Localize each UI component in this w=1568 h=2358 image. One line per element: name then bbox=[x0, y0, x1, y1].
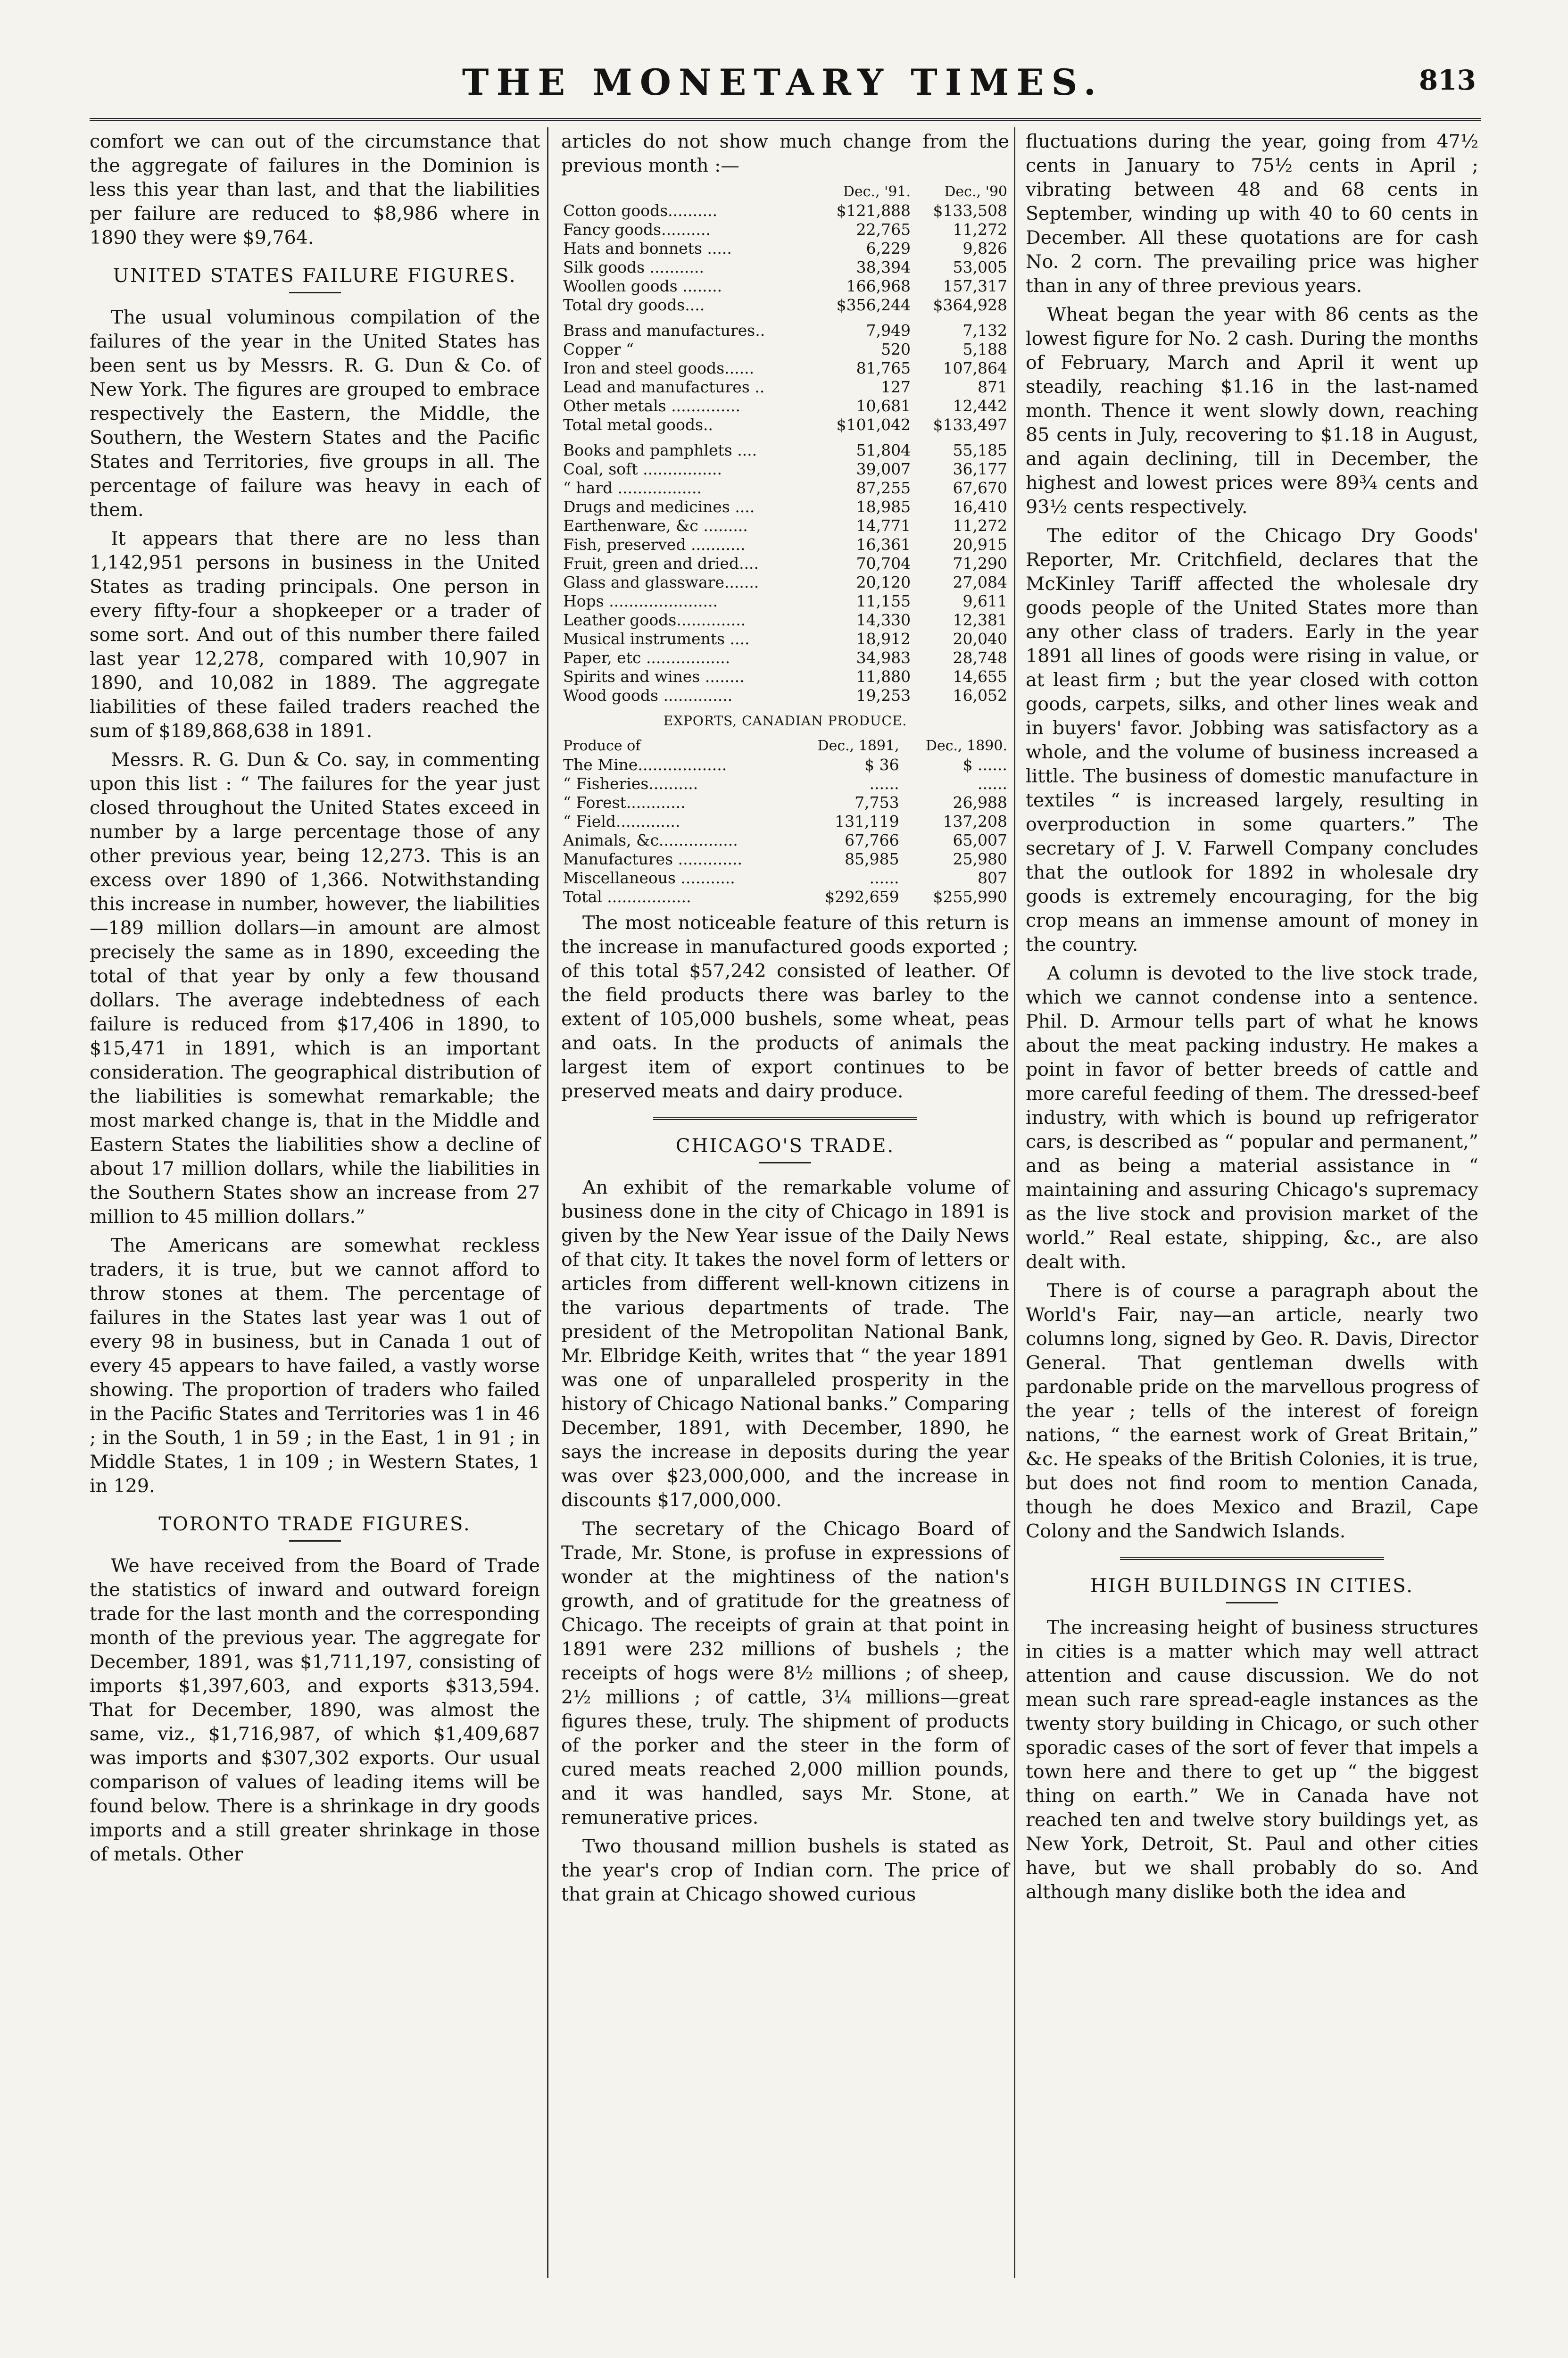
table-cell: 14,655 bbox=[953, 667, 1007, 686]
table-row bbox=[561, 573, 1009, 592]
table-cell: 157,317 bbox=[943, 277, 1007, 295]
table-cell: Glass and glassware....... bbox=[563, 573, 759, 591]
table-cell: 53,005 bbox=[953, 258, 1007, 276]
table-cell: Fruit, green and dried.... bbox=[563, 554, 759, 573]
table-cell: 16,410 bbox=[953, 498, 1007, 516]
paragraph: The usual voluminous compilation of the failures of the year in the United States has been sent us by Messrs. R. G. Dun & Co. of New York. The figures are grouped to embrace respectively the Eastern, the Middle, the Southern, the Western States and the Pacific States and Territories, five groups in all. The percentage of failure was heavy in each of them. bbox=[90, 307, 540, 521]
table-cell: 14,330 bbox=[856, 611, 911, 629]
table-row bbox=[561, 498, 1009, 516]
table-cell: Manufactures ............. bbox=[563, 850, 742, 868]
table-cell: Hats and bonnets ..... bbox=[563, 239, 732, 257]
exports-table bbox=[561, 737, 1009, 906]
newspaper-title: THE MONETARY TIMES. bbox=[462, 61, 1104, 103]
table-cell: 70,704 bbox=[856, 554, 911, 573]
paragraph: There is of course a paragraph about the World's Fair, nay—an article, nearly two columns long, signed by Geo. R. Davis, Director General. That gentleman dwells with pardonable pride on the marvellous progress of the year ; tells of the interest of foreign nations, “ the earnest work of Great Britain,” &c. He speaks of the British Colonies, it is true, but does not find room to mention Canada, though he does Mexico and Brazil, Cape Colony and the Sandwich Islands. bbox=[1026, 1280, 1478, 1542]
table-cell: 38,394 bbox=[856, 258, 911, 276]
table-cell: ...... bbox=[978, 774, 1007, 793]
table-row bbox=[561, 667, 1009, 686]
table-cell: Brass and manufactures.. bbox=[563, 321, 765, 340]
table-cell: 871 bbox=[978, 378, 1007, 396]
total-row bbox=[561, 296, 1009, 315]
table-cell: 20,040 bbox=[953, 630, 1007, 648]
table-cell: 6,229 bbox=[866, 239, 911, 257]
table-cell: 20,915 bbox=[953, 535, 1007, 554]
section-heading: HIGH BUILDINGS IN CITIES. bbox=[1090, 1575, 1414, 1597]
table-cell: Animals, &c................ bbox=[563, 831, 738, 849]
table-cell: 5,188 bbox=[962, 340, 1007, 358]
table-cell: 7,949 bbox=[866, 321, 911, 340]
section-rule bbox=[1120, 1557, 1384, 1560]
table-cell: Miscellaneous ........... bbox=[563, 869, 735, 887]
table-row bbox=[561, 611, 1009, 630]
table-cell: 9,611 bbox=[962, 592, 1007, 610]
table-row bbox=[561, 535, 1009, 554]
table-row bbox=[561, 460, 1009, 479]
table-row bbox=[561, 378, 1009, 397]
table-cell: $101,042 bbox=[836, 415, 911, 434]
table-cell: 39,007 bbox=[856, 460, 911, 478]
table-cell: 51,804 bbox=[856, 441, 911, 459]
table-row bbox=[561, 774, 1009, 793]
table-row bbox=[561, 441, 1009, 460]
paragraph: We have received from the Board of Trade the statistics of inward and outward foreign trade for the last month and the corresponding month of the previous year. The aggregate for December, 1891, was $1,711,197, consisting of imports $1,397,603, and exports $313,594. That for December, 1890, was almost the same, viz., $1,716,987, of which $1,409,687 was imports and $307,302 exports. Our usual comparison of values of leading items will be found below. There is a shrinkage in dry goods imports and a still greater shrinkage in those of metals. Other bbox=[90, 1555, 540, 1865]
table-cell: Musical instruments .... bbox=[563, 630, 750, 648]
table-row bbox=[561, 516, 1009, 535]
table-cell: $133,497 bbox=[933, 415, 1007, 434]
table-cell: 7,753 bbox=[855, 793, 899, 812]
table-cell: 28,748 bbox=[953, 648, 1007, 667]
table-cell: ...... bbox=[869, 774, 899, 793]
paragraph: Wheat began the year with 86 cents as the lowest figure for No. 2 cash. During the months of February, March and April it went up steadily, reaching $1.16 in the last-named month. Thence it went slowly down, reaching 85 cents in July, recovering to $1.18 in August, and again declining, till in December, the highest and lowest prices were 89¾ cents and 93½ cents respectively. bbox=[1026, 304, 1478, 518]
table-cell: $292,659 bbox=[825, 888, 899, 906]
table-header-row bbox=[561, 737, 1009, 756]
masthead bbox=[90, 61, 1476, 123]
table-row bbox=[561, 756, 1009, 774]
paragraph: The most noticeable feature of this return is the increase in manufactured goods exported ; of this total $57,242 consisted of leather. Of the field products there was barley to the extent of 105,000 bushels, some wheat, peas and oats. In the products of animals the largest item of export continues to be preserved meats and dairy produce. bbox=[561, 912, 1009, 1102]
table-row bbox=[561, 630, 1009, 648]
table-cell: “ hard ................. bbox=[563, 479, 702, 497]
table-cell: $121,888 bbox=[836, 201, 911, 220]
table-cell: ...... bbox=[869, 869, 899, 887]
table-cell: Dec., 1891, bbox=[817, 738, 899, 754]
table-cell: Coal, soft ................ bbox=[563, 460, 722, 478]
table-row bbox=[561, 592, 1009, 611]
table-cell: 137,208 bbox=[943, 812, 1007, 830]
table-cell: 11,272 bbox=[953, 220, 1007, 239]
table-cell: 12,442 bbox=[953, 397, 1007, 415]
table-row bbox=[561, 397, 1009, 415]
table-cell: Silk goods ........... bbox=[563, 258, 704, 276]
table-row bbox=[561, 554, 1009, 573]
table-row bbox=[561, 850, 1009, 869]
table-row bbox=[561, 340, 1009, 359]
column-divider bbox=[547, 127, 548, 2278]
table-cell: 107,864 bbox=[943, 359, 1007, 377]
table-cell: “ Field............. bbox=[563, 812, 680, 830]
table-cell: Woollen goods ........ bbox=[563, 277, 722, 295]
table-row bbox=[561, 321, 1009, 340]
table-cell: 18,912 bbox=[856, 630, 911, 648]
imports-table bbox=[561, 183, 1009, 705]
paragraph: A column is devoted to the live stock trade, which we cannot condense into a sentence. Phil. D. Armour tells part of what he knows about the meat packing industry. He makes a point in favor of better breeds of cattle and more careful feeding of them. The dressed-beef industry, with which is bound up refrigerator cars, is described as “ popular and permanent,” and as being a material assistance in “ maintaining and assuring Chicago's supremacy as the live stock and provision market of the world.” Real estate, shipping, &c., are also dealt with. bbox=[1026, 963, 1478, 1273]
table-cell: 22,765 bbox=[856, 220, 911, 239]
heading-rule bbox=[289, 292, 341, 293]
table-cell: Total ................. bbox=[563, 888, 691, 906]
paragraph: It appears that there are no less than 1,142,951 persons in business in the United States as trading principals. One person in every fifty-four a shopkeeper or a trader of some sort. And out of this number there failed last year 12,278, compared with 10,907 in 1890, and 10,082 in 1889. The aggregate liabilities of these failed traders reached the sum of $189,868,638 in 1891. bbox=[90, 528, 540, 742]
paragraph: fluctuations during the year, going from 47½ cents in January to 75½ cents in April ; vibrating between 48 and 68 cents in September, winding up with 40 to 60 cents in December. All these quotations are for cash No. 2 corn. The prevailing price was higher than in any of three previous years. bbox=[1026, 131, 1478, 297]
table-cell: 520 bbox=[881, 340, 911, 358]
table-cell: Dec., '91. bbox=[843, 183, 911, 200]
table-cell: Dec., 1890. bbox=[925, 738, 1007, 754]
table-cell: 18,985 bbox=[856, 498, 911, 516]
table-cell: Paper, etc ................. bbox=[563, 648, 730, 667]
table-cell: 55,185 bbox=[953, 441, 1007, 459]
table-row bbox=[561, 686, 1009, 705]
table-cell: 807 bbox=[978, 869, 1007, 887]
table-cell: “ Forest............ bbox=[563, 793, 686, 812]
table-cell: 131,119 bbox=[835, 812, 899, 830]
table-row bbox=[561, 479, 1009, 498]
table-cell: Iron and steel goods...... bbox=[563, 359, 755, 377]
table-cell: $133,508 bbox=[933, 201, 1007, 220]
section-heading: CHICAGO'S TRADE. bbox=[675, 1135, 895, 1157]
page-number: 813 bbox=[1419, 64, 1476, 96]
table-cell: 11,155 bbox=[856, 592, 911, 610]
paragraph: The editor of the Chicago Dry Goods' Reporter, Mr. Critchfield, declares that the McKinley Tariff affected the wholesale dry goods people of the United States more than any other class of traders. Early in the year 1891 all lines of goods were rising in value, or at least firm ; but the year closed with cotton goods, carpets, silks, and other lines weak and in buyers' favor. Jobbing was satisfactory as a whole, and the volume of business increased a little. The business of domestic manufacture in textiles “ is increased largely, resulting in overproduction in some quarters.” The secretary of J. V. Farwell Company concludes that the outlook for 1892 in wholesale dry goods is extremely encouraging, for the big crop means an immense amount of money in the country. bbox=[1026, 525, 1478, 955]
table-cell: 65,007 bbox=[953, 831, 1007, 849]
paragraph: The Americans are somewhat reckless traders, it is true, but we cannot afford to throw stones at them. The percentage of failures in the States last year was 1 out of every 98 in business, but in Canada 1 out of every 45 appears to have failed, a vastly worse showing. The proportion of traders who failed in the Pacific States and Territories was 1 in 46 ; in the South, 1 in 59 ; in the East, 1 in 91 ; in Middle States, 1 in 109 ; in Western States, 1 in 129. bbox=[90, 1235, 540, 1497]
table-cell: 85,985 bbox=[845, 850, 899, 868]
paragraph: articles do not show much change from the previous month :— bbox=[561, 131, 1009, 176]
table-cell: 166,968 bbox=[846, 277, 911, 295]
table-row bbox=[561, 258, 1009, 277]
table-cell: Total metal goods.. bbox=[563, 415, 713, 434]
table-cell: 67,670 bbox=[953, 479, 1007, 497]
heading-rule bbox=[1226, 1602, 1278, 1603]
table-cell: $255,990 bbox=[933, 888, 1007, 906]
heading-rule bbox=[759, 1162, 811, 1163]
column-3 bbox=[1026, 130, 1478, 1909]
paragraph: comfort we can out of the circumstance that the aggregate of failures in the Dominion is less this year than last, and that the liabilities per failure are reduced to $8,986 where in 1890 they were $9,764. bbox=[90, 131, 540, 249]
table-cell: Fish, preserved ........... bbox=[563, 535, 746, 554]
table-cell: “ Fisheries.......... bbox=[563, 774, 698, 793]
table-row bbox=[561, 239, 1009, 258]
table-cell: $356,244 bbox=[836, 296, 911, 314]
table-cell: Produce of bbox=[563, 738, 641, 754]
paragraph: An exhibit of the remarkable volume of business done in the city of Chicago in 1891 is given by the New Year issue of the Daily News of that city. It takes the novel form of letters or articles from different well-known citizens in the various departments of trade. The president of the Metropolitan National Bank, Mr. Elbridge Keith, writes that “ the year 1891 was one of unparalleled prosperity in the history of Chicago National banks.” Comparing December, 1891, with December, 1890, he says the increase in deposits during the year was over $23,000,000, and the increase in discounts $17,000,000. bbox=[561, 1177, 1009, 1511]
table-row bbox=[561, 220, 1009, 239]
table-cell: 71,290 bbox=[953, 554, 1007, 573]
paragraph: Two thousand million bushels is stated as the year's crop of Indian corn. The price of that grain at Chicago showed curious bbox=[561, 1835, 1009, 1905]
table-header-row bbox=[561, 183, 1009, 201]
table-cell: Drugs and medicines .... bbox=[563, 498, 755, 516]
table-cell: 14,771 bbox=[856, 516, 911, 535]
table-cell: Earthenware, &c ......... bbox=[563, 516, 748, 535]
table-caption: EXPORTS, CANADIAN PRODUCE. bbox=[663, 713, 907, 729]
masthead-rule bbox=[90, 118, 1481, 121]
section-rule bbox=[653, 1117, 917, 1120]
table-cell: Total dry goods.... bbox=[563, 296, 705, 314]
table-row bbox=[561, 831, 1009, 850]
table-row bbox=[561, 793, 1009, 812]
table-cell: 10,681 bbox=[856, 397, 911, 415]
table-cell: 11,272 bbox=[953, 516, 1007, 535]
table-row bbox=[561, 277, 1009, 296]
table-cell: 27,084 bbox=[953, 573, 1007, 591]
column-1 bbox=[90, 130, 540, 1871]
table-cell: Other metals .............. bbox=[563, 397, 740, 415]
table-cell: The Mine.................. bbox=[563, 756, 727, 774]
table-cell: 34,983 bbox=[856, 648, 911, 667]
table-cell: 20,120 bbox=[856, 573, 911, 591]
table-row bbox=[561, 648, 1009, 667]
table-cell: Dec., '90 bbox=[944, 183, 1007, 200]
table-cell: Fancy goods.......... bbox=[563, 220, 711, 239]
table-row bbox=[561, 201, 1009, 220]
table-cell: 11,880 bbox=[856, 667, 911, 686]
table-cell: $ 36 bbox=[864, 756, 899, 774]
table-cell: 9,826 bbox=[962, 239, 1007, 257]
table-cell: Hops ...................... bbox=[563, 592, 718, 610]
table-cell: 87,255 bbox=[856, 479, 911, 497]
table-cell: Spirits and wines ........ bbox=[563, 667, 745, 686]
paragraph: The increasing height of business structures in cities is a matter which may well attract attention and cause discussion. We do not mean such rare spread-eagle instances as the twenty story building in Chicago, or such other sporadic cases of the sort of fever that impels a town here and there to get up “ the biggest thing on earth.” We in Canada have not reached ten and twelve story buildings yet, as New York, Detroit, St. Paul and other cities have, but we shall probably do so. And although many dislike both the idea and bbox=[1026, 1617, 1478, 1903]
column-divider bbox=[1014, 127, 1015, 2278]
column-2 bbox=[561, 130, 1009, 1911]
table-cell: 67,766 bbox=[845, 831, 899, 849]
table-cell: 7,132 bbox=[962, 321, 1007, 340]
paragraph: Messrs. R. G. Dun & Co. say, in commenting upon this list : “ The failures for the year just closed throughout the United States exceed in number by a large percentage those of any other previous year, being 12,273. This is an excess over 1890 of 1,366. Notwithstanding this increase in number, however, the liabilities—189 million dollars—in amount are almost precisely the same as in 1890, exceeding the total of that year by only a few thousand dollars. The average indebtedness of each failure is reduced from $17,406 in 1890, to $15,471 in 1891, which is an important consideration. The geographical distribution of the liabilities is somewhat remarkable; the most marked change is, that in the Middle and Eastern States the liabilities show a decline of about 17 million dollars, while the liabilities in the Southern States show an increase from 27 million to 45 million dollars.” bbox=[90, 749, 540, 1228]
paragraph: The secretary of the Chicago Board of Trade, Mr. Stone, is profuse in expressions of wonder at the mightiness of the nation's growth, and of gratitude for the greatness of Chicago. The receipts of grain at that point in 1891 were 232 millions of bushels ; the receipts of hogs were 8½ millions ; of sheep, 2½ millions ; of cattle, 3¼ millions—great figures these, truly. The shipment of products of the porker and the steer in the form of cured meats reached 2,000 million pounds, and it was handled, says Mr. Stone, at remunerative prices. bbox=[561, 1518, 1009, 1828]
table-cell: $364,928 bbox=[933, 296, 1007, 314]
table-row bbox=[561, 359, 1009, 378]
total-row bbox=[561, 888, 1009, 906]
table-cell: 12,381 bbox=[953, 611, 1007, 629]
table-cell: 127 bbox=[881, 378, 911, 396]
table-cell: 16,361 bbox=[856, 535, 911, 554]
total-row bbox=[561, 415, 1009, 434]
table-cell: 16,052 bbox=[953, 686, 1007, 705]
table-cell: Copper “ bbox=[563, 340, 634, 358]
table-cell: $ ...... bbox=[962, 756, 1007, 774]
section-heading: UNITED STATES FAILURE FIGURES. bbox=[113, 265, 517, 287]
table-cell: Leather goods.............. bbox=[563, 611, 746, 629]
heading-rule bbox=[289, 1540, 341, 1542]
table-cell: Cotton goods.......... bbox=[563, 201, 718, 220]
table-row bbox=[561, 812, 1009, 831]
table-cell bbox=[561, 183, 816, 201]
table-cell: 36,177 bbox=[953, 460, 1007, 478]
table-cell: Wood goods .............. bbox=[563, 686, 733, 705]
table-cell: 26,988 bbox=[953, 793, 1007, 812]
table-cell: 19,253 bbox=[856, 686, 911, 705]
section-heading: TORONTO TRADE FIGURES. bbox=[158, 1513, 471, 1535]
table-cell: 81,765 bbox=[856, 359, 911, 377]
table-cell: 25,980 bbox=[953, 850, 1007, 868]
table-cell: Books and pamphlets .... bbox=[563, 441, 757, 459]
table-cell: Lead and manufactures .. bbox=[563, 378, 765, 396]
table-row bbox=[561, 869, 1009, 888]
